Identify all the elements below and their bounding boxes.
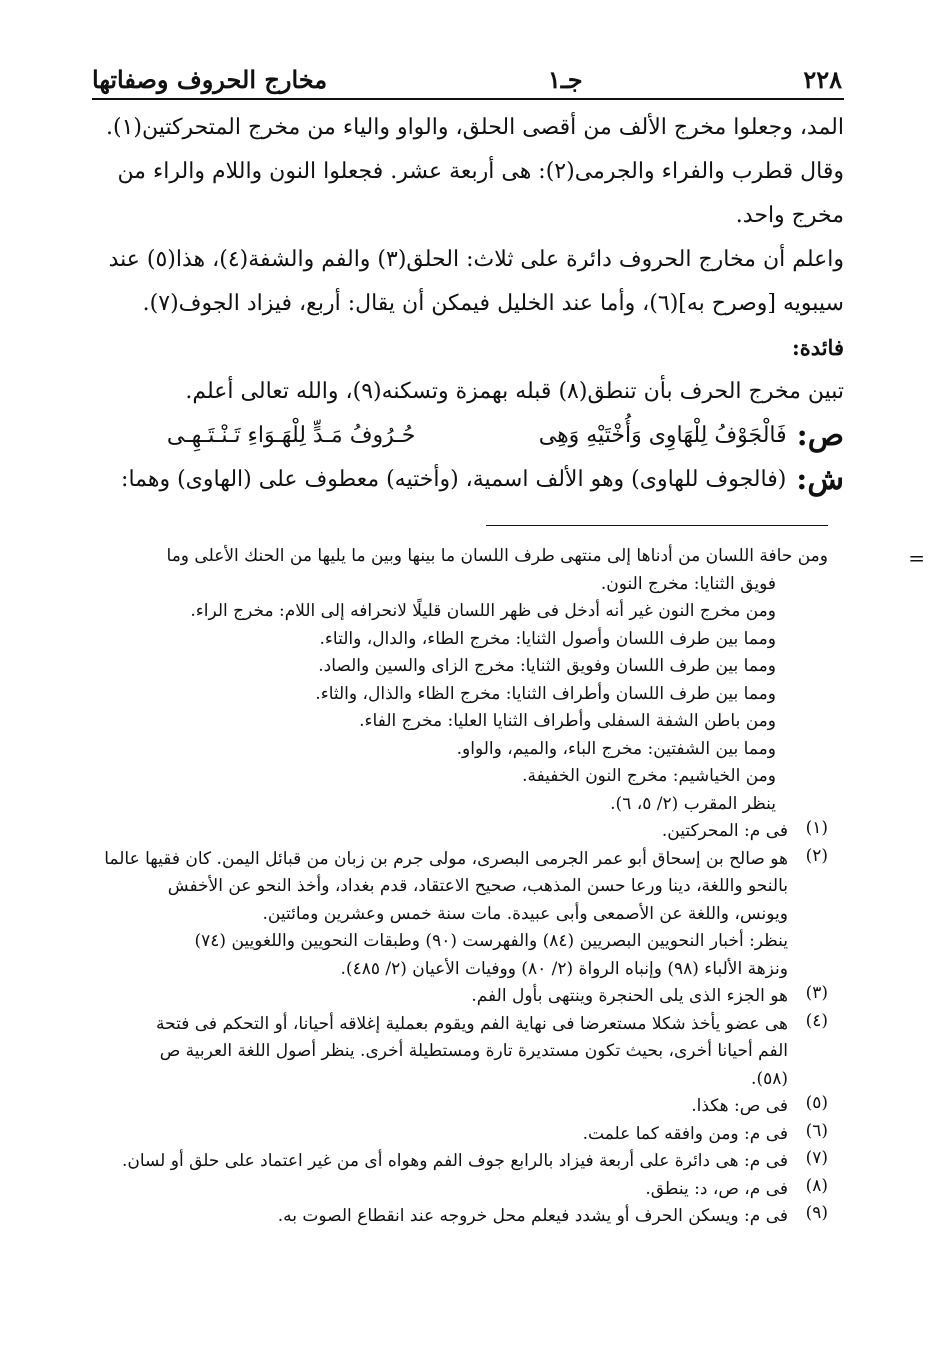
- footnote-line: ومن مخرج النون غير أنه أدخل فى ظهر اللسان قليلًا لانحرافه إلى اللام: مخرج الراء.: [190, 601, 776, 621]
- page-header: [92, 62, 842, 96]
- chapter-title: مخارج الحروف وصفاتها: [92, 64, 328, 94]
- footnote-line: ومما بين الشفتين: مخرج الباء، والميم، والواو.: [456, 738, 776, 759]
- header-rule: [92, 98, 844, 100]
- section-heading: فائدة:: [791, 335, 844, 360]
- footnote-6: [88, 1121, 828, 1149]
- footnote-line: (٥٨).: [751, 1068, 788, 1089]
- footnote-number: (٩): [805, 1203, 828, 1223]
- footnote-separator: [486, 525, 828, 526]
- footnote-line: ومما بين طرف اللسان وأصول الثنايا: مخرج الطاء، والدال، والتاء.: [319, 628, 776, 649]
- footnote-line: ومما بين طرف اللسان وفويق الثنايا: مخرج الزاى والسين والصاد.: [318, 656, 776, 676]
- footnote-line: فى م: ومن وافقه كما علمت.: [582, 1123, 788, 1144]
- footnote-line: ويونس، واللغة عن الأصمعى وأبى عبيدة. مات سنة خمس وعشرين ومائتين.: [262, 903, 788, 924]
- footnote-line: ينظر: أخبار النحويين البصريين (٨٤) والفهرست (٩٠) وطبقات النحويين واللغويين (٧٤): [194, 931, 788, 951]
- footnote-number: (٨): [805, 1175, 828, 1196]
- footnote-line: بالنحو واللغة، دينا ورعا حسن المذهب، صحيح الاعتقاد، قدم بغداد، وأخذ النحو عن الأخفش: [167, 876, 788, 896]
- footnote-number: (٤): [805, 1010, 828, 1031]
- footnote-9: [88, 1203, 828, 1231]
- footnote-3: [88, 983, 828, 1011]
- footnote-number: (٦): [805, 1120, 828, 1141]
- footnote-line: فى م: هى دائرة على أربعة فيزاد بالرابع جوف الفم وهواه أى من غير اعتماد على حلق أو لسان.: [121, 1151, 788, 1171]
- text-line: وقال قطرب والفراء والجرمى(٢): هى أربعة عشر. فجعلوا النون واللام والراء من: [117, 159, 844, 184]
- text-line: تبين مخرج الحرف بأن تنطق(٨) قبله بهمزة وتسكنه(٩)، والله تعالى أعلم.: [185, 379, 844, 404]
- footnote-line: فى م: المحركتين.: [661, 821, 788, 841]
- footnote-number: (٥): [805, 1093, 828, 1113]
- footnote-number: (٢): [805, 845, 828, 866]
- text-line: واعلم أن مخارج الحروف دائرة على ثلاث: الحلق(٣) والفم والشفة(٤)، هذا(٥) عند: [108, 247, 844, 272]
- footnote-line: ونزهة الألباء (٩٨) وإنباه الرواة (٢/ ٨٠) ووفيات الأعيان (٢/ ٤٨٥).: [340, 958, 788, 979]
- commentary-line: [84, 458, 844, 502]
- footnote-line: ومما بين طرف اللسان وأطراف الثنايا: مخرج الظاء والذال، والثاء.: [315, 683, 776, 704]
- footnote-line: فويق الثنايا: مخرج النون.: [600, 573, 776, 594]
- footnote-4: [88, 1011, 828, 1094]
- footnote-line: فى م، ص، د: ينطق.: [645, 1178, 788, 1199]
- footnote-7: [88, 1148, 828, 1176]
- volume-label: جـ١: [547, 64, 583, 94]
- footnote-line: هو صالح بن إسحاق أبو عمر الجرمى البصرى، مولى جرم بن زبان من قبائل اليمن. كان فقيها عالما: [104, 848, 788, 869]
- text-line: المد، وجعلوا مخرج الألف من أقصى الحلق، والواو والياء من مخرج المتحركتين(١).: [105, 115, 844, 140]
- text-line: مخرج واحد.: [735, 203, 844, 228]
- commentary-mark: ش:: [796, 462, 844, 497]
- footnote-line: ومن باطن الشفة السفلى وأطراف الثنايا العليا: مخرج الفاء.: [359, 711, 776, 731]
- footnote-number: (١): [805, 818, 828, 838]
- footnote-line: هى عضو يأخذ شكلا مستعرضا فى نهاية الفم ويقوم بعملية إغلاقه أحيانا، أو التحكم فى فتحة: [156, 1013, 788, 1034]
- footnote-line: فى م: ويسكن الحرف أو يشدد فيعلم محل خروجه عند انقطاع الصوت به.: [277, 1206, 788, 1226]
- footnote-8: [88, 1176, 828, 1204]
- footnote-2: [88, 846, 828, 984]
- page-number: ٢٢٨: [803, 64, 842, 94]
- commentary-text: (فالجوف للهاوى) وهو الألف اسمية، (وأختيه) معطوف على (الهاوى) وهما:: [121, 467, 787, 492]
- verse-first-hemistich: فَالْجَوْفُ لِلْهَاوِى وَأُخْتَيْهِ وَهِى: [538, 423, 787, 448]
- footnote-1: [88, 818, 828, 846]
- verse-mark: ص:: [796, 418, 844, 453]
- main-text: [84, 106, 844, 502]
- text-line: سيبويه [وصرح به](٦)، وأما عند الخليل فيمكن أن يقال: أربع، فيزاد الجوف(٧).: [142, 291, 844, 316]
- continuation-symbol: =: [908, 546, 925, 570]
- footnote-line: ينظر المقرب (٢/ ٥، ٦).: [610, 793, 776, 814]
- verse-second-hemistich: حُـرُوفُ مَـدٍّ لِلْهَـوَاءِ تَـنْـتَـهِـى: [166, 423, 416, 448]
- footnote-line: ومن الخياشيم: مخرج النون الخفيفة.: [522, 766, 776, 786]
- verse-line: [84, 414, 844, 458]
- footnote-line: فى ص: هكذا.: [691, 1096, 788, 1116]
- footnote-number: (٧): [805, 1148, 828, 1168]
- footnotes: [88, 543, 828, 1231]
- footnote-line: هو الجزء الذى يلى الحنجرة وينتهى بأول الفم.: [471, 986, 788, 1006]
- footnote-number: (٣): [805, 983, 828, 1003]
- footnote-line: ومن حافة اللسان من أدناها إلى منتهى طرف اللسان ما بينها وبين ما يليها من الحنك الأعلى وما: [166, 546, 828, 566]
- footnote-5: [88, 1093, 828, 1121]
- footnote-line: الفم أحيانا أخرى، بحيث تكون مستديرة تارة ومستطيلة أخرى. ينظر أصول اللغة العربية ص: [159, 1041, 788, 1061]
